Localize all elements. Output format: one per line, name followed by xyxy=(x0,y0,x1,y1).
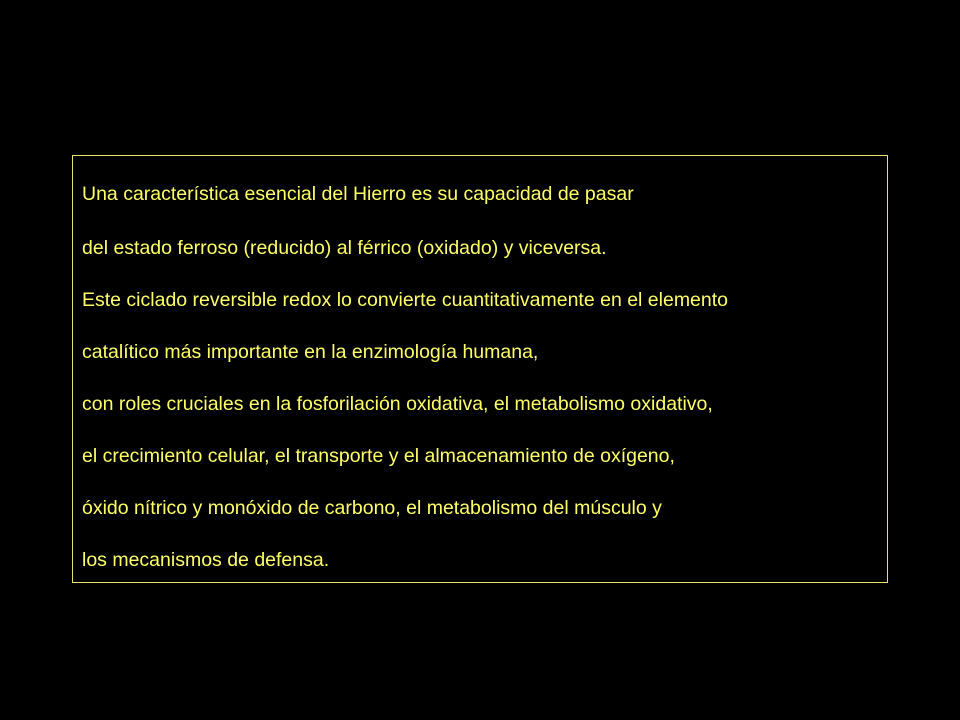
text-box xyxy=(72,155,888,583)
paragraph-line-1: Una característica esencial del Hierro es su capacidad de pasar xyxy=(82,183,634,205)
paragraph-line-4: catalítico más importante en la enzimología humana, xyxy=(82,341,539,363)
paragraph-line-3: Este ciclado reversible redox lo convierte cuantitativamente en el elemento xyxy=(82,289,729,311)
paragraph-line-8: los mecanismos de defensa. xyxy=(82,549,330,571)
paragraph-line-2: del estado ferroso (reducido) al férrico (oxidado) y viceversa. xyxy=(82,237,607,259)
paragraph-line-7: óxido nítrico y monóxido de carbono, el metabolismo del músculo y xyxy=(82,497,662,519)
paragraph-line-5: con roles cruciales en la fosforilación oxidativa, el metabolismo oxidativo, xyxy=(82,393,713,415)
paragraph-line-6: el crecimiento celular, el transporte y el almacenamiento de oxígeno, xyxy=(82,445,675,467)
